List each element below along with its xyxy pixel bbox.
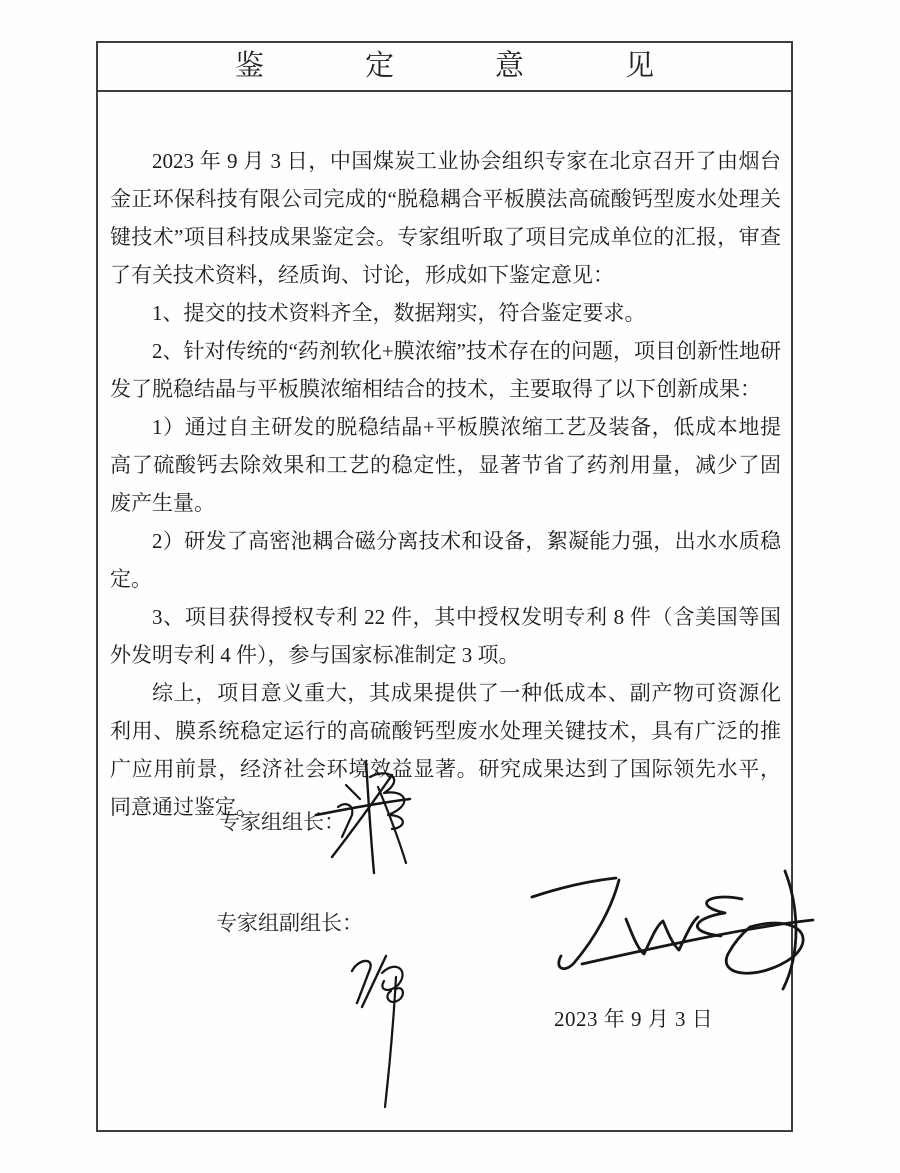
paragraph-intro: 2023 年 9 月 3 日，中国煤炭工业协会组织专家在北京召开了由烟台金正环保科技有限公司完成的“脱稳耦合平板膜法高硫酸钙型废水处理关键技术”项目科技成果鉴定会。专家组听取了项目完成单位的汇报，审查了有关技术资料，经质询、讨论，形成如下鉴定意见： [110, 149, 781, 287]
signature-date: 2023 年 9 月 3 日 [554, 1007, 714, 1031]
title-row [98, 43, 791, 92]
deputy-chairman-label: 专家组副组长： [216, 911, 363, 935]
paragraph-subitem-1: 1）通过自主研发的脱稳结晶+平板膜浓缩工艺及装备，低成本地提高了硫酸钙去除效果和工艺的稳定性，显著节省了药剂用量，减少了固废产生量。 [110, 415, 781, 515]
paragraph-conclusion: 综上，项目意义重大，其成果提供了一种低成本、副产物可资源化利用、膜系统稳定运行的高硫酸钙型废水处理关键技术，具有广泛的推广应用前景，经济社会环境效益显著。研究成果达到了国际领先水平，同意通过鉴定。 [110, 681, 781, 819]
chairman-label: 专家组组长： [219, 810, 345, 834]
deputy-signature-scribble [344, 951, 416, 1111]
paragraph-subitem-2: 2）研发了高密池耦合磁分离技术和设备，絮凝能力强，出水水质稳定。 [110, 529, 781, 591]
paragraph-item-3: 3、项目获得授权专利 22 件，其中授权发明专利 8 件（含美国等国外发明专利 4 件），参与国家标准制定 3 项。 [110, 605, 781, 667]
document-body [98, 92, 791, 826]
page-title: 鉴定意见 [234, 50, 755, 82]
paragraph-item-1: 1、提交的技术资料齐全，数据翔实，符合鉴定要求。 [152, 301, 646, 325]
paragraph-item-2: 2、针对传统的“药剂软化+膜浓缩”技术存在的问题，项目创新性地研发了脱稳结晶与平板膜浓缩相结合的技术，主要取得了以下创新成果： [110, 339, 781, 401]
deputy-signature-scribble-large [526, 865, 816, 999]
chairman-signature-scribble [312, 759, 422, 877]
appraisal-document-table [96, 41, 793, 1132]
